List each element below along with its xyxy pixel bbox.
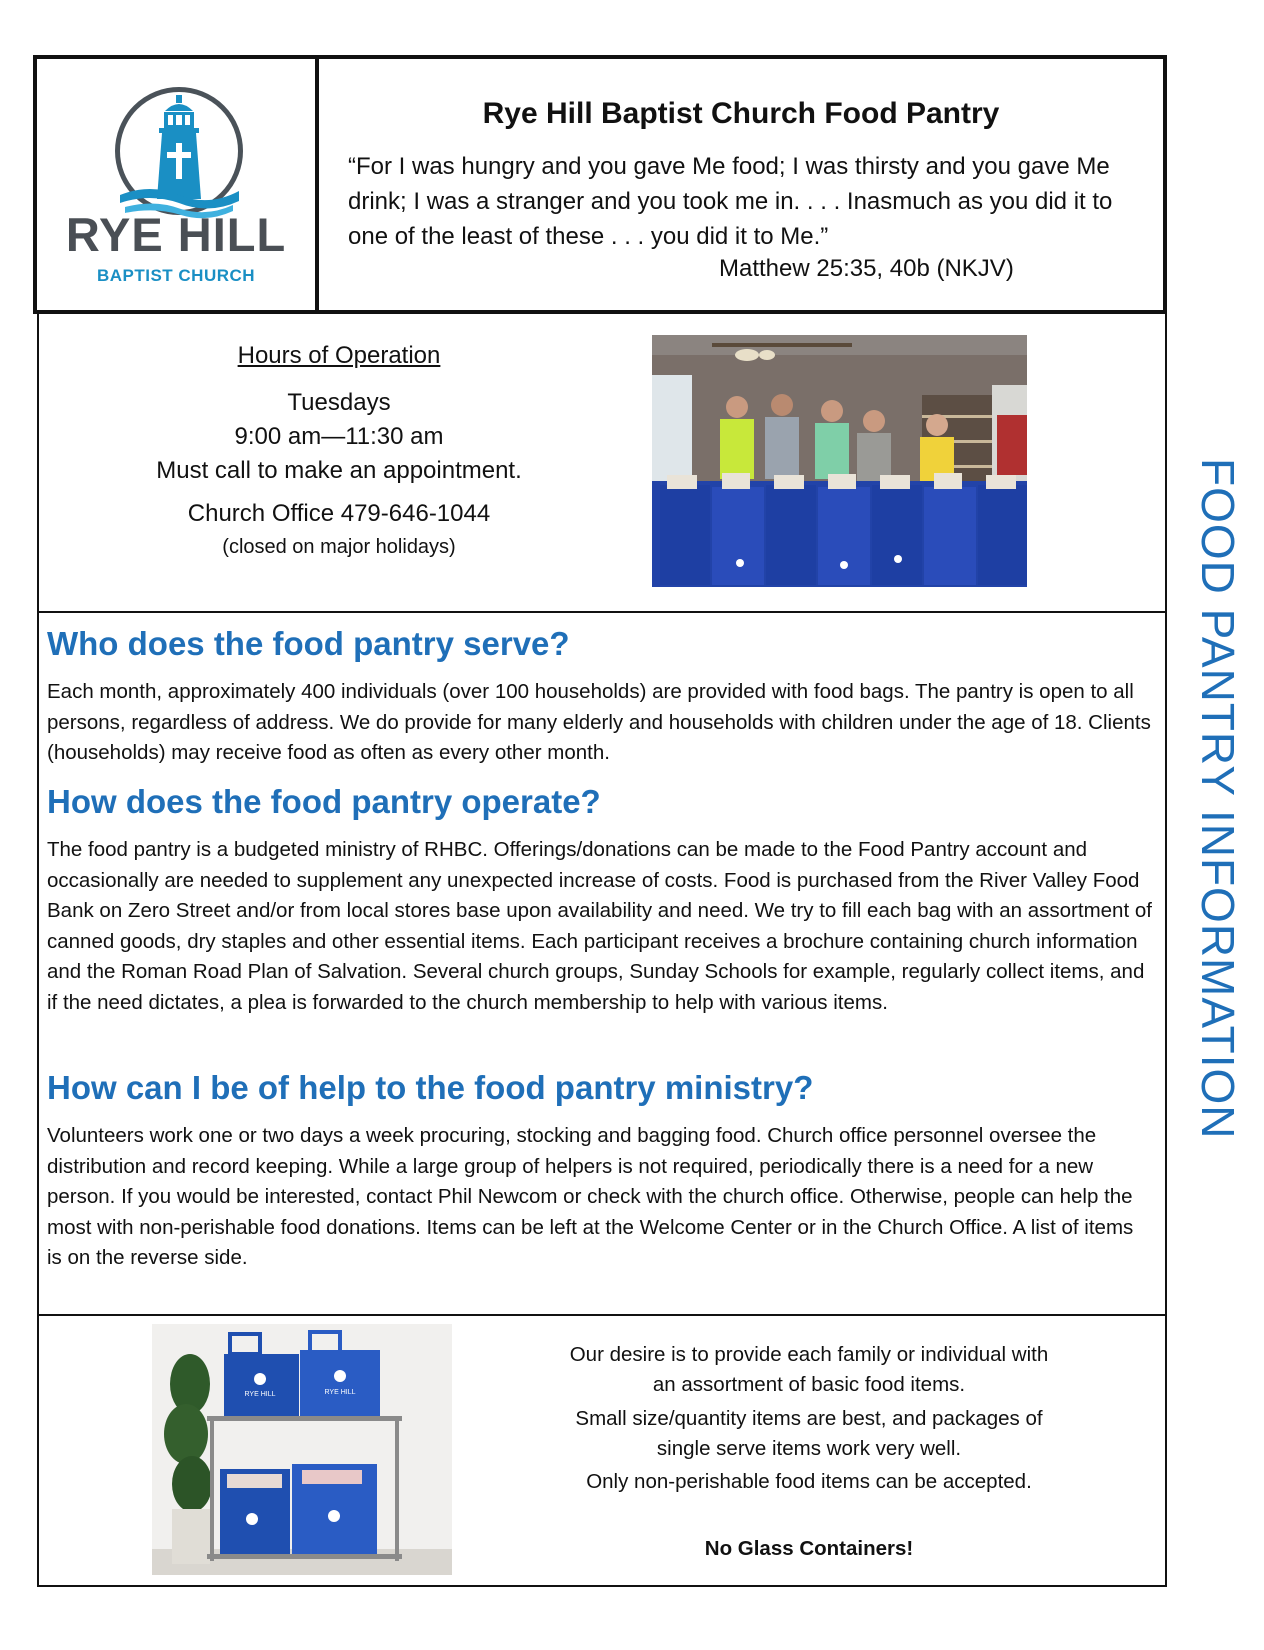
- section-body: Volunteers work one or two days a week procuring, stocking and bagging food. Church office personnel oversee the distribution and record keeping. While a large group of helpers is not required, periodically there is a need for a new person. If you would be interested, contact Phil Newcom or check with the church office. Otherwise, people can help the most with non-perishable food donations. Items can be left at the Welcome Center or in the Church Office. A list of items is on the reverse side.: [47, 1124, 1134, 1269]
- title-cell: [319, 59, 1163, 310]
- scripture-quote: “For I was hungry and you gave Me food; I was thirsty and you gave Me drink; I was a stranger and you took me in. . . . Inasmuch as you did it to one of the least of these . . . you did it to Me.”: [348, 153, 1113, 250]
- bag-print-text: RYE HILL: [244, 1391, 276, 1398]
- logo-name: RYE HILL: [65, 208, 287, 261]
- header-box: [33, 55, 1167, 314]
- section-heading: How does the food pantry operate?: [47, 783, 601, 820]
- volunteers-photo: [652, 335, 1027, 587]
- hours-section: [37, 314, 1167, 611]
- bottom-section: [37, 1316, 1167, 1587]
- hours-day: Tuesdays: [287, 389, 391, 416]
- page-title: Rye Hill Baptist Church Food Pantry: [482, 97, 1000, 130]
- church-office-phone: Church Office 479-646-1044: [187, 500, 491, 527]
- scripture-reference: Matthew 25:35, 40b (NKJV): [719, 255, 1014, 282]
- food-bags-cart-photo: [152, 1324, 452, 1575]
- info-section: [37, 611, 1167, 1316]
- lighthouse-icon: [115, 87, 243, 227]
- logo-subtitle: BAPTIST CHURCH: [96, 266, 256, 285]
- small-size-text: Small size/quantity items are best, and packages of single serve items work very well.: [575, 1407, 1043, 1460]
- church-logo: [37, 59, 319, 310]
- non-perishable-text: Only non-perishable food items can be accepted.: [586, 1470, 1032, 1493]
- desire-text: Our desire is to provide each family or individual with an assortment of basic food items.: [569, 1343, 1049, 1396]
- section-body: The food pantry is a budgeted ministry of RHBC. Offerings/donations can be made to the Food Pantry account and occasionally are needed to supplement any unexpected increase of costs. Food is purchased from the River Valley Food Bank on Zero Street and/or from local stores base upon availability and need. We try to fill each bag with an assortment of canned goods, dry staples and other essential items. Each participant receives a brochure containing church information and the Roman Road Plan of Salvation. Several church groups, Sunday Schools for example, regularly collect items, and if the need dictates, a plea is forwarded to the church membership to help with various items.: [47, 838, 1152, 1014]
- hours-appointment: Must call to make an appointment.: [156, 457, 522, 484]
- side-label: FOOD PANTRY INFORMATION: [1192, 458, 1244, 1140]
- hours-heading: Hours of Operation: [237, 342, 441, 369]
- bag-print-text: RYE HILL: [324, 1389, 356, 1396]
- holiday-note: (closed on major holidays): [222, 536, 456, 558]
- section-heading: Who does the food pantry serve?: [47, 625, 570, 662]
- section-body: Each month, approximately 400 individuals (over 100 households) are provided with food bags. The pantry is open to all persons, regardless of address. We do provide for many elderly and households with children under the age of 18. Clients (households) may receive food as often as every other month.: [47, 680, 1151, 764]
- section-heading: How can I be of help to the food pantry ministry?: [47, 1069, 814, 1106]
- hours-time: 9:00 am—11:30 am: [234, 423, 444, 450]
- no-glass-notice: No Glass Containers!: [704, 1537, 914, 1560]
